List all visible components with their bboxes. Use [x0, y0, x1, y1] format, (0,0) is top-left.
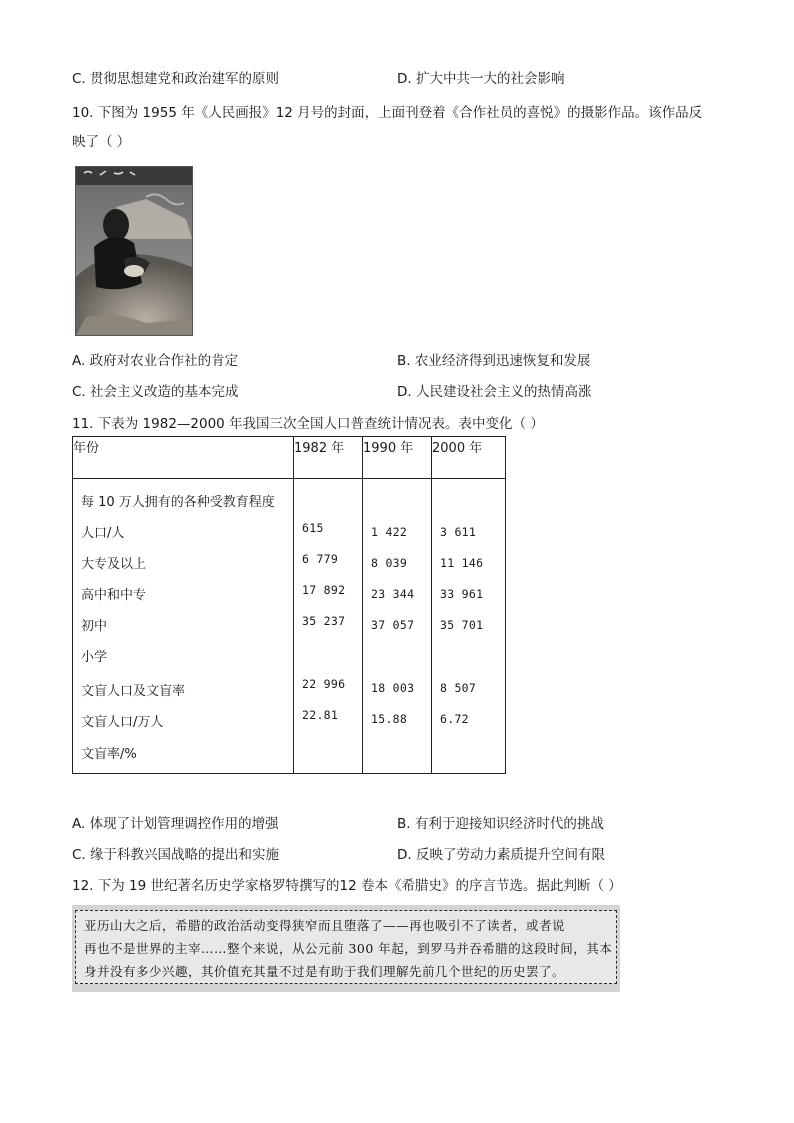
value-1990: 15.88	[371, 712, 408, 726]
value-2000: 35 701	[440, 618, 484, 632]
header-2000: 2000 年	[432, 437, 506, 479]
value-1990: 18 003	[371, 681, 415, 695]
excerpt-line: 身并没有多少兴趣，其价值充其量不过是有助于我们理解先前几个世纪的历史罢了。	[84, 964, 566, 979]
q10-option-b[interactable]: B. 农业经济得到迅速恢复和发展	[397, 353, 591, 369]
value-1982: 6 779	[302, 552, 339, 566]
q12-stem: 12. 下为 19 世纪著名历史学家格罗特撰写的12 卷本《希腊史》的序言节选。据此判断（ ）	[72, 878, 622, 894]
magazine-cover-photo	[75, 166, 193, 336]
q9-option-d[interactable]: D. 扩大中共一大的社会影响	[397, 71, 565, 87]
value-1990: 1 422	[371, 525, 408, 539]
value-2000: 3 611	[440, 525, 477, 539]
header-1990: 1990 年	[363, 437, 432, 479]
value-2000: 8 507	[440, 681, 477, 695]
row-label: 每 10 万人拥有的各种受教育程度	[81, 495, 275, 510]
row-label: 文盲人口/万人	[81, 715, 164, 730]
q10-stem-cont: 映了（ ）	[72, 134, 131, 150]
excerpt-line: 亚历山大之后，希腊的政治活动变得狭窄而且堕落了——再也吸引不了读者，或者说	[84, 918, 566, 933]
value-2000: 33 961	[440, 587, 484, 601]
row-label: 高中和中专	[81, 588, 147, 603]
value-1990: 37 057	[371, 618, 415, 632]
value-1982: 22 996	[302, 677, 346, 691]
row-label: 文盲率/%	[81, 747, 137, 762]
value-1982: 615	[302, 521, 324, 535]
census-table	[72, 436, 506, 774]
cooperative-member-photo-icon	[76, 167, 192, 335]
row-label: 文盲人口及文盲率	[81, 684, 186, 699]
q11-stem: 11. 下表为 1982—2000 年我国三次全国人口普查统计情况表。表中变化（ ）	[72, 416, 544, 432]
col-2000-cell	[432, 479, 505, 773]
row-label: 大专及以上	[81, 557, 147, 572]
q9-option-c[interactable]: C. 贯彻思想建党和政治建军的原则	[72, 71, 280, 87]
value-2000: 6.72	[440, 712, 469, 726]
value-1982: 22.81	[302, 708, 339, 722]
header-1982: 1982 年	[294, 437, 363, 479]
row-labels-cell	[73, 479, 293, 773]
q11-option-a[interactable]: A. 体现了计划管理调控作用的增强	[72, 816, 279, 832]
header-year: 年份	[73, 437, 294, 479]
q10-option-c[interactable]: C. 社会主义改造的基本完成	[72, 384, 239, 400]
q11-option-b[interactable]: B. 有利于迎接知识经济时代的挑战	[397, 816, 604, 832]
q11-option-d[interactable]: D. 反映了劳动力素质提升空间有限	[397, 847, 605, 863]
value-1990: 23 344	[371, 587, 415, 601]
row-label: 初中	[81, 619, 108, 634]
q10-stem: 10. 下图为 1955 年《人民画报》12 月号的封面，上面刊登着《合作社员的喜悦》的摄影作品。该作品反	[72, 105, 703, 121]
row-label: 小学	[81, 650, 108, 665]
value-1982: 35 237	[302, 614, 346, 628]
value-2000: 11 146	[440, 556, 484, 570]
col-1982-cell	[294, 479, 362, 773]
q11-option-c[interactable]: C. 缘于科教兴国战略的提出和实施	[72, 847, 280, 863]
history-excerpt-box	[72, 905, 620, 992]
value-1990: 8 039	[371, 556, 408, 570]
excerpt-line: 再也不是世界的主宰……整个来说，从公元前 300 年起，到罗马并吞希腊的这段时间，其本	[84, 941, 613, 956]
q10-option-d[interactable]: D. 人民建设社会主义的热情高涨	[397, 384, 592, 400]
col-1990-cell	[363, 479, 431, 773]
value-1982: 17 892	[302, 583, 346, 597]
row-label: 人口/人	[81, 526, 125, 541]
excerpt-border	[75, 910, 617, 984]
q10-option-a[interactable]: A. 政府对农业合作社的肯定	[72, 353, 239, 369]
